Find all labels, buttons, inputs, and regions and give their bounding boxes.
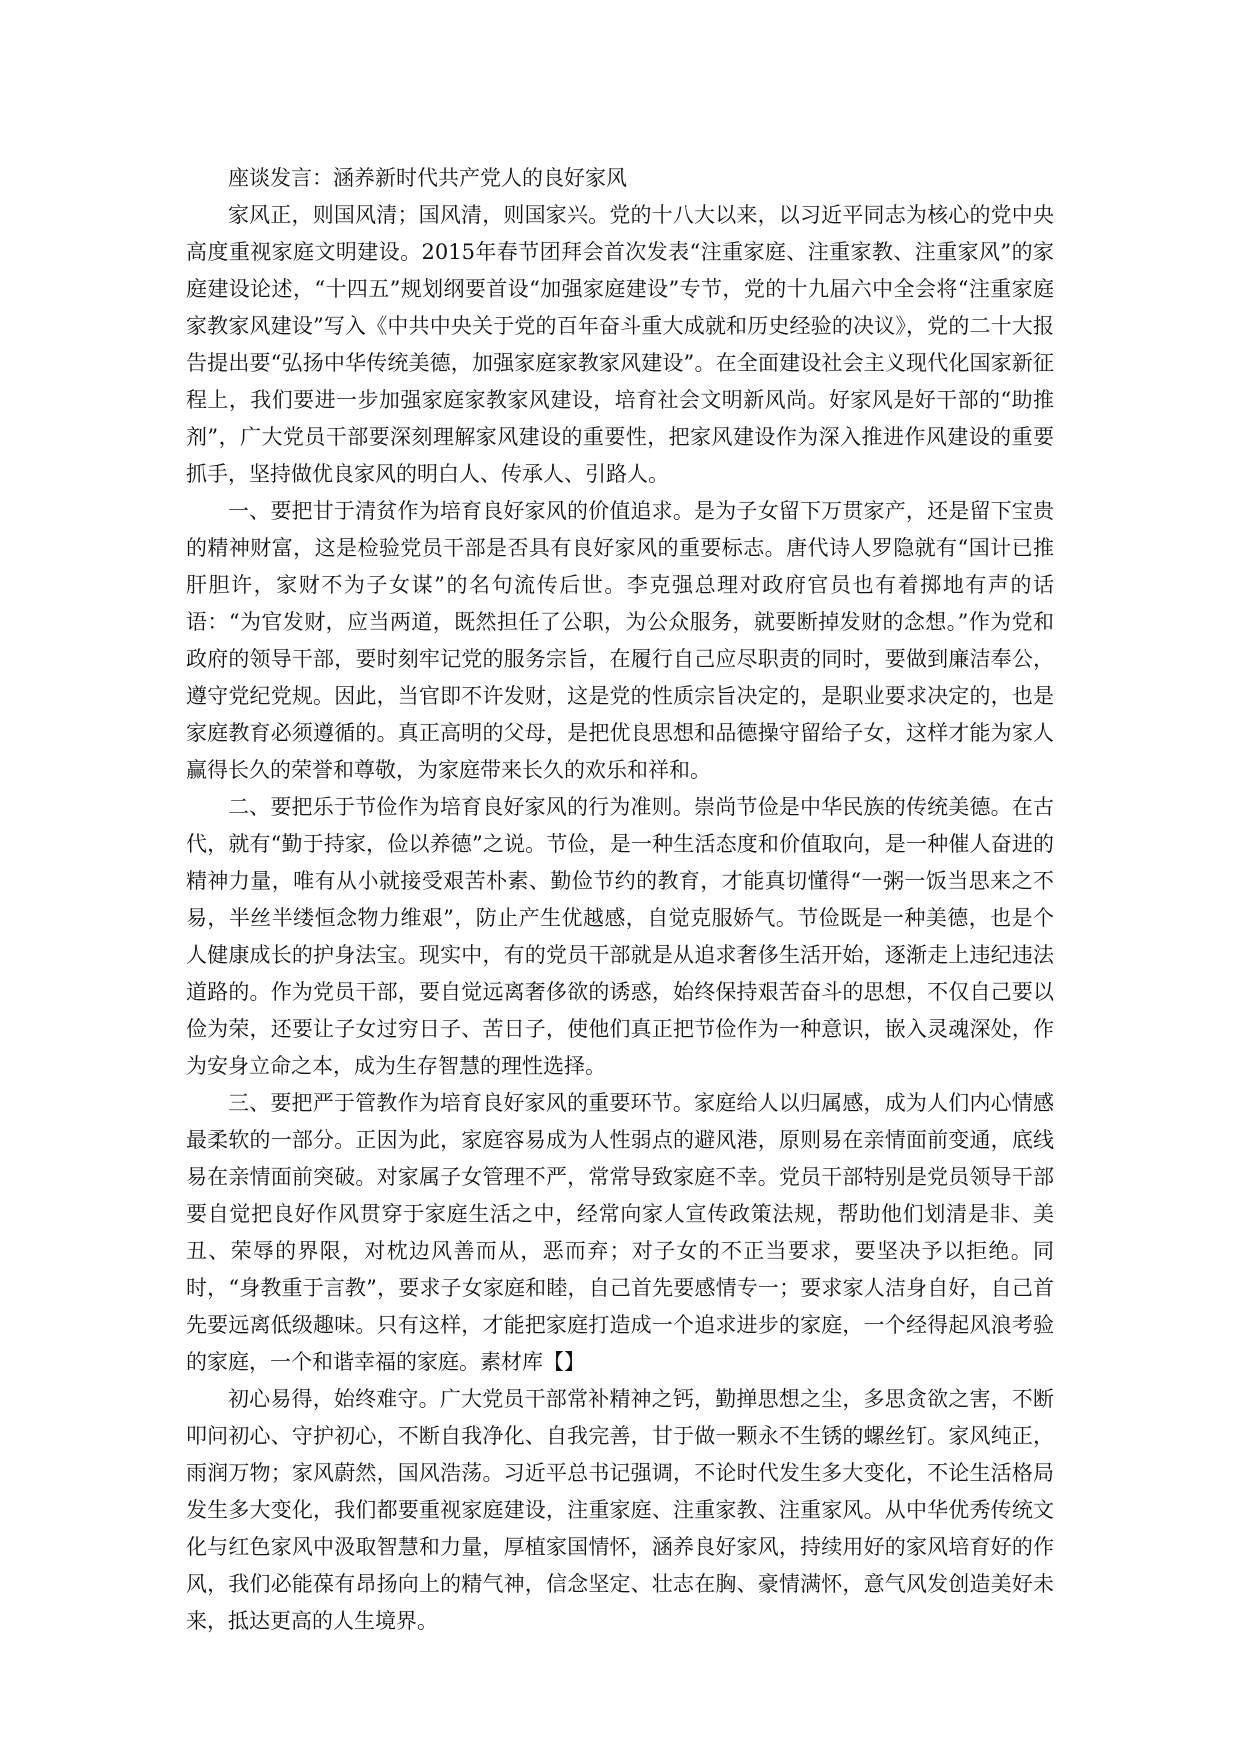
paragraph-section-1: 一、要把甘于清贫作为培育良好家风的价值追求。是为子女留下万贯家产，还是留下宝贵的精神财富，这是检验党员干部是否具有良好家风的重要标志。唐代诗人罗隐就有“国计已推肝胆许，家财不为子女谋”的名句流传后世。李克强总理对政府官员也有着掷地有声的话语：“为官发财，应当两道，既然担任了公职，为公众服务，就要断掉发财的念想。”作为党和政府的领导干部，要时刻牢记党的服务宗旨，在履行自己应尽职责的同时，要做到廉洁奉公，遵守党纪党规。因此，当官即不许发财，这是党的性质宗旨决定的，是职业要求决定的，也是家庭教育必须遵循的。真正高明的父母，是把优良思想和品德操守留给子女，这样才能为家人赢得长久的荣誉和尊敬，为家庭带来长久的欢乐和祥和。 — [186, 499, 1054, 782]
document-title: 座谈发言：涵养新时代共产党人的良好家风 — [228, 166, 627, 190]
paragraph-intro: 家风正，则国风清；国风清，则国家兴。党的十八大以来，以习近平同志为核心的党中央高度重视家庭文明建设。2015年春节团拜会首次发表“注重家庭、注重家教、注重家风”的家庭建设论述，“十四五”规划纲要首设“加强家庭建设”专节，党的十九届六中全会将“注重家庭家教家风建设”写入《中共中央关于党的百年奋斗重大成就和历史经验的决议》，党的二十大报告提出要“弘扬中华传统美德，加强家庭家教家风建设”。在全面建设社会主义现代化国家新征程上，我们要进一步加强家庭家教家风建设，培育社会文明新风尚。好家风是好干部的“助推剂”，广大党员干部要深刻理解家风建设的重要性，把家风建设作为深入推进作风建设的重要抓手，坚持做优良家风的明白人、传承人、引路人。 — [186, 203, 1054, 486]
paragraph-section-2: 二、要把乐于节俭作为培育良好家风的行为准则。崇尚节俭是中华民族的传统美德。在古代，就有“勤于持家，俭以养德”之说。节俭，是一种生活态度和价值取向，是一种催人奋进的精神力量，唯有从小就接受艰苦朴素、勤俭节约的教育，才能真切懂得“一粥一饭当思来之不易，半丝半缕恒念物力维艰”，防止产生优越感，自觉克服娇气。节俭既是一种美德，也是个人健康成长的护身法宝。现实中，有的党员干部就是从追求奢侈生活开始，逐渐走上违纪违法道路的。作为党员干部，要自觉远离奢侈欲的诱惑，始终保持艰苦奋斗的思想，不仅自己要以俭为荣，还要让子女过穷日子、苦日子，使他们真正把节俭作为一种意识，嵌入灵魂深处，作为安身立命之本，成为生存智慧的理性选择。 — [186, 795, 1054, 1078]
paragraph-section-3: 三、要把严于管教作为培育良好家风的重要环节。家庭给人以归属感，成为人们内心情感最柔软的一部分。正因为此，家庭容易成为人性弱点的避风港，原则易在亲情面前变通，底线易在亲情面前突破。对家属子女管理不严，常常导致家庭不幸。党员干部特别是党员领导干部要自觉把良好作风贯穿于家庭生活之中，经常向家人宣传政策法规，帮助他们划清是非、美丑、荣辱的界限，对枕边风善而从，恶而弃；对子女的不正当要求，要坚决予以拒绝。同时，“身教重于言教”，要求子女家庭和睦，自己首先要感情专一；要求家人洁身自好，自己首先要远离低级趣味。只有这样，才能把家庭打造成一个追求进步的家庭，一个经得起风浪考验的家庭，一个和谐幸福的家庭。素材库【】 — [186, 1091, 1054, 1374]
document-page — [186, 160, 1054, 1640]
paragraph-conclusion: 初心易得，始终难守。广大党员干部常补精神之钙，勤掸思想之尘，多思贪欲之害，不断叩问初心、守护初心，不断自我净化、自我完善，甘于做一颗永不生锈的螺丝钉。家风纯正，雨润万物；家风蔚然，国风浩荡。习近平总书记强调，不论时代发生多大变化，不论生活格局发生多大变化，我们都要重视家庭建设，注重家庭、注重家教、注重家风。从中华优秀传统文化与红色家风中汲取智慧和力量，厚植家国情怀，涵养良好家风，持续用好的家风培育好的作风，我们必能葆有昂扬向上的精气神，信念坚定、壮志在胸、豪情满怀，意气风发创造美好未来，抵达更高的人生境界。 — [186, 1387, 1054, 1633]
